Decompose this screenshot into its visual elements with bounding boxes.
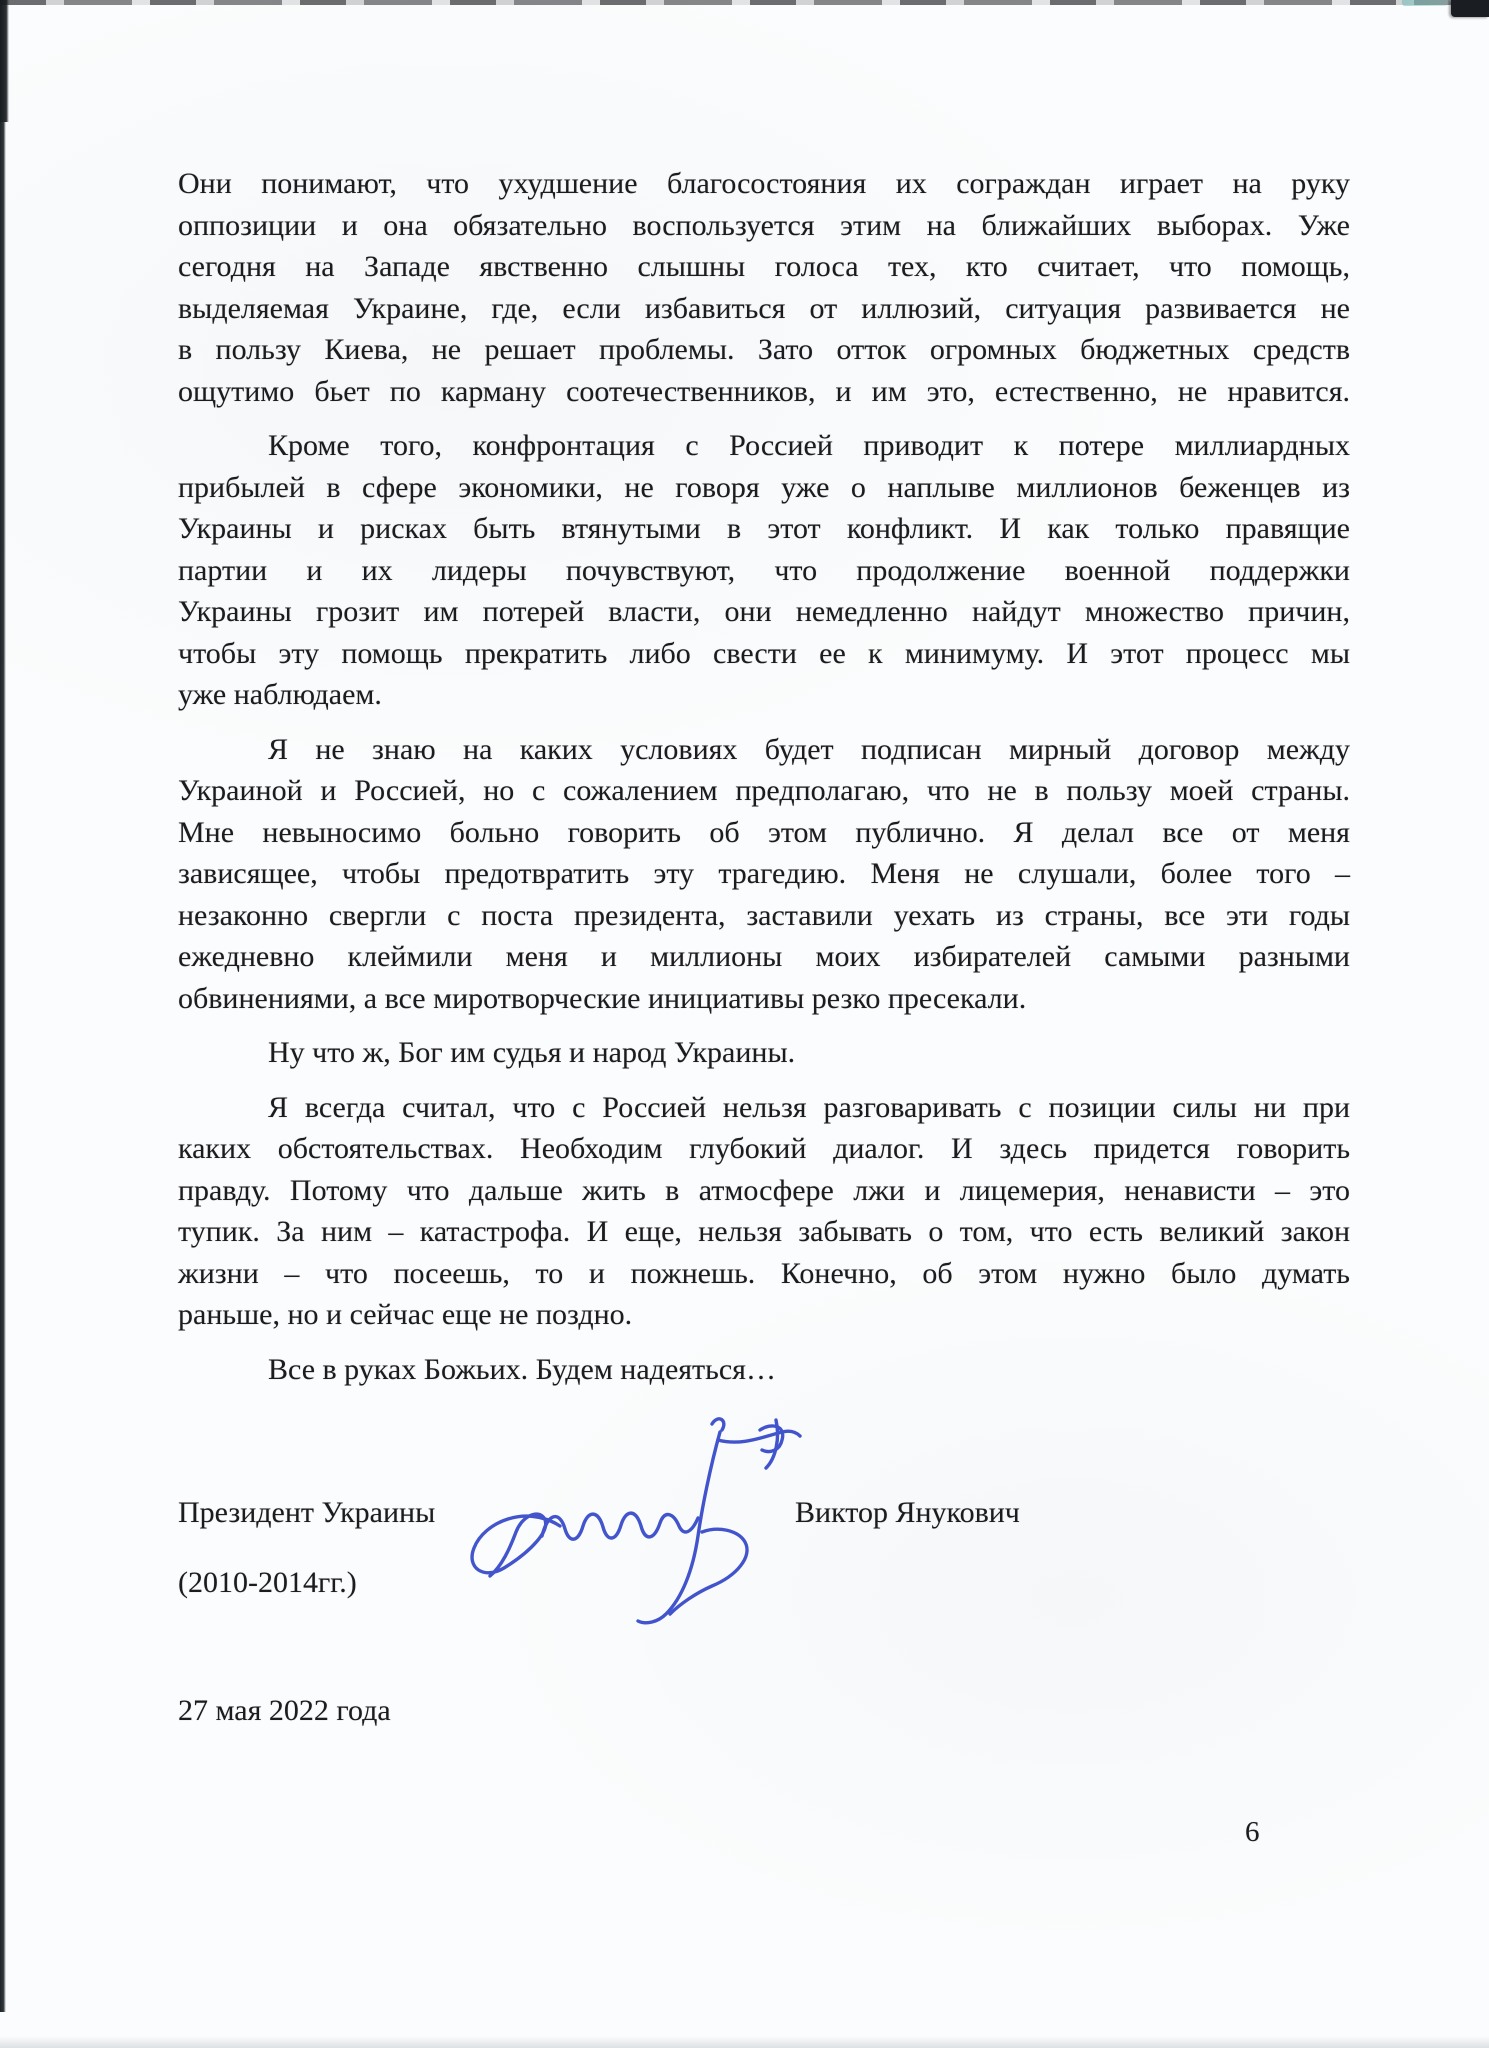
text-line: в пользу Киева, не решает проблемы. Зато отток огромных бюджетных средств: [178, 333, 1350, 366]
text-line: ежедневно клеймили меня и миллионы моих избирателей самыми разными: [178, 940, 1350, 973]
text-line: жизни – что посеешь, то и пожнешь. Конечно, об этом нужно было думать: [178, 1256, 1350, 1290]
text-line: тупик. За ним – катастрофа. И еще, нельзя забывать о том, что есть великий закон: [178, 1215, 1350, 1248]
text-line: Кроме того, конфронтация с Россией приводит к потере миллиардных: [268, 429, 1350, 462]
paragraph: [178, 1087, 1350, 1336]
signatory-name: Виктор Янукович: [795, 1496, 1020, 1529]
text-line: каких обстоятельствах. Необходим глубокий диалог. И здесь придется говорить: [178, 1132, 1350, 1165]
scan-top-edge-artifact: [0, 0, 1489, 5]
text-line: сегодня на Западе явственно слышны голоса тех, кто считает, что помощь,: [178, 250, 1350, 283]
text-line: выделяемая Украине, где, если избавиться от иллюзий, ситуация развивается не: [178, 291, 1350, 325]
text-line: Все в руках Божьих. Будем надеяться…: [268, 1352, 776, 1386]
text-line: ощутимо бьет по карману соотечественников, и им это, естественно, не нравится.: [178, 374, 1350, 408]
scan-corner-mark-artifact: [1451, 0, 1489, 17]
text-line: правду. Потому что дальше жить в атмосфере лжи и лицемерия, ненависти – это: [178, 1173, 1350, 1207]
text-line: оппозиции и она обязательно воспользуется этим на ближайших выборах. Уже: [178, 208, 1350, 242]
handwritten-signature-icon: [460, 1408, 805, 1653]
text-line: обвинениями, а все миротворческие инициативы резко пресекали.: [178, 981, 1027, 1015]
scan-bottom-shade-artifact: [0, 2036, 1489, 2048]
text-line: чтобы эту помощь прекратить либо свести ее к минимуму. И этот процесс мы: [178, 636, 1350, 670]
paragraph: [178, 1032, 1350, 1074]
paragraph: [178, 163, 1350, 412]
text-line: Мне невыносимо больно говорить об этом публично. Я делал все от меня: [178, 815, 1350, 849]
text-line: Украины грозит им потерей власти, они немедленно найдут множество причин,: [178, 595, 1350, 628]
text-line: Я не знаю на каких условиях будет подписан мирный договор между: [268, 732, 1350, 766]
signatory-title: Президент Украины: [178, 1496, 436, 1529]
page-number: 6: [1245, 1816, 1260, 1848]
paragraph: [178, 1349, 1350, 1391]
scan-left-edge-artifact: [0, 0, 6, 2012]
signatory-years: (2010-2014гг.): [178, 1566, 357, 1599]
text-line: зависящее, чтобы предотвратить эту трагедию. Меня не слушали, более того –: [178, 857, 1350, 890]
text-line: Украины и рисках быть втянутыми в этот конфликт. И как только правящие: [178, 512, 1350, 545]
text-line: незаконно свергли с поста президента, заставили уехать из страны, все эти годы: [178, 898, 1350, 932]
text-line: партии и их лидеры почувствуют, что продолжение военной поддержки: [178, 553, 1350, 587]
paragraph: [178, 729, 1350, 1020]
letter-body: [178, 163, 1350, 1390]
text-line: Украиной и Россией, но с сожалением предполагаю, что не в пользу моей страны.: [178, 774, 1350, 807]
text-line: раньше, но и сейчас еще не поздно.: [178, 1298, 633, 1331]
scan-teal-mark-artifact: [1402, 0, 1448, 6]
text-line: Они понимают, что ухудшение благосостояния их сограждан играет на руку: [178, 167, 1350, 200]
text-line: Я всегда считал, что с Россией нельзя разговаривать с позиции силы ни при: [268, 1090, 1350, 1124]
text-line: прибылей в сфере экономики, не говоря уже о наплыве миллионов беженцев из: [178, 470, 1350, 504]
text-line: уже наблюдаем.: [178, 678, 382, 711]
scan-left-edge-top-artifact: [0, 0, 9, 122]
text-line: Ну что ж, Бог им судья и народ Украины.: [268, 1036, 796, 1069]
letter-date: 27 мая 2022 года: [178, 1694, 391, 1727]
paragraph: [178, 425, 1350, 716]
